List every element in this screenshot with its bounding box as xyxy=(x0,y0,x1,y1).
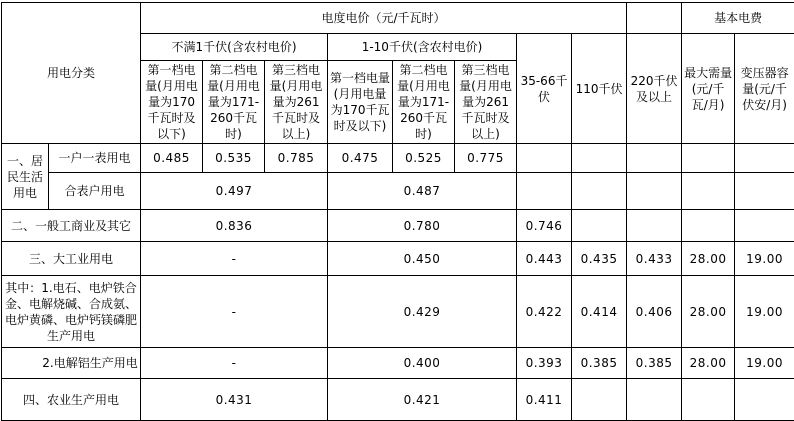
large-industrial-mv: 0.450 xyxy=(328,242,517,276)
row-residential-combined-meter xyxy=(2,173,794,210)
combined-meter-label: 合表户用电 xyxy=(49,173,141,210)
row-aluminum-subcategory xyxy=(2,348,794,379)
header-mv-tier1: 第一档电量(月用电量为170千瓦时及以下) xyxy=(328,61,393,144)
row-carbide-subcategory xyxy=(2,276,794,348)
general-commercial-lv: 0.836 xyxy=(141,210,328,242)
general-commercial-mv: 0.780 xyxy=(328,210,517,242)
combined-meter-mv: 0.487 xyxy=(328,173,517,210)
aluminum-subcategory-35-66kv: 0.393 xyxy=(517,348,572,379)
empty-cell xyxy=(735,144,794,173)
large-industrial-lv: - xyxy=(141,242,328,276)
combined-meter-lv: 0.497 xyxy=(141,173,328,210)
agricultural-lv: 0.431 xyxy=(141,379,328,421)
header-mv-tier2: 第二档电量(月用电量为171-260千瓦时) xyxy=(393,61,455,144)
header-col-220kv-plus: 220千伏及以上 xyxy=(627,34,682,144)
empty-cell xyxy=(735,379,794,421)
single-meter-label: 一户一表用电 xyxy=(49,144,141,173)
agricultural-label: 四、农业生产用电 xyxy=(2,379,141,421)
header-col-110kv: 110千伏 xyxy=(572,34,627,144)
single-meter-lv-tier1: 0.485 xyxy=(141,144,203,173)
empty-cell xyxy=(627,173,682,210)
carbide-subcategory-label: 其中：1.电石、电炉铁合金、电解烧碱、合成氨、电炉黄磷、电炉钙镁磷肥生产用电 xyxy=(2,276,141,348)
header-lv-tier2: 第二档电量(月用电量为171-260千瓦时) xyxy=(203,61,265,144)
carbide-subcategory-max-demand: 28.00 xyxy=(682,276,735,348)
header-lv-tier3: 第三档电量(月用电量为261千瓦时及以上) xyxy=(265,61,328,144)
large-industrial-110kv: 0.435 xyxy=(572,242,627,276)
single-meter-lv-tier2: 0.535 xyxy=(203,144,265,173)
single-meter-lv-tier3: 0.785 xyxy=(265,144,328,173)
row-residential-single-meter xyxy=(2,144,794,173)
aluminum-subcategory-mv: 0.400 xyxy=(328,348,517,379)
header-col-transformer-capacity: 变压器容量(元/千伏安/月) xyxy=(735,34,794,144)
agricultural-mv: 0.421 xyxy=(328,379,517,421)
header-energy-price-group: 电度电价（元/千瓦时） xyxy=(141,3,627,34)
header-category: 用电分类 xyxy=(2,3,141,144)
empty-cell xyxy=(517,173,572,210)
header-basic-fee-group: 基本电费 xyxy=(682,3,794,34)
empty-cell xyxy=(682,379,735,421)
large-industrial-max-demand: 28.00 xyxy=(682,242,735,276)
large-industrial-220kv-plus: 0.433 xyxy=(627,242,682,276)
carbide-subcategory-transformer-capacity: 19.00 xyxy=(735,276,794,348)
row-agricultural xyxy=(2,379,794,421)
empty-cell xyxy=(572,173,627,210)
empty-cell xyxy=(682,210,735,242)
agricultural-35-66kv: 0.411 xyxy=(517,379,572,421)
row-general-commercial xyxy=(2,210,794,242)
electricity-price-table xyxy=(1,2,794,421)
row-large-industrial xyxy=(2,242,794,276)
carbide-subcategory-lv: - xyxy=(141,276,328,348)
empty-cell xyxy=(517,144,572,173)
aluminum-subcategory-max-demand: 28.00 xyxy=(682,348,735,379)
large-industrial-35-66kv: 0.443 xyxy=(517,242,572,276)
residential-group-label: 一、居民生活用电 xyxy=(2,144,49,210)
single-meter-mv-tier1: 0.475 xyxy=(328,144,393,173)
header-col-35-66kv: 35-66千伏 xyxy=(517,34,572,144)
empty-cell xyxy=(735,173,794,210)
empty-cell xyxy=(572,379,627,421)
header-row-1 xyxy=(2,3,794,34)
aluminum-subcategory-label: 2.电解铝生产用电 xyxy=(2,348,141,379)
header-under-1kv-group: 不满1千伏(含农村电价) xyxy=(141,34,328,61)
general-commercial-35-66kv: 0.746 xyxy=(517,210,572,242)
empty-cell xyxy=(682,173,735,210)
header-col-max-demand: 最大需量(元/千瓦/月) xyxy=(682,34,735,144)
empty-cell xyxy=(627,144,682,173)
header-1-10kv-group: 1-10千伏(含农村电价) xyxy=(328,34,517,61)
empty-cell xyxy=(572,144,627,173)
header-lv-tier1: 第一档电量(月用电量为170千瓦时及以下) xyxy=(141,61,203,144)
carbide-subcategory-mv: 0.429 xyxy=(328,276,517,348)
single-meter-mv-tier3: 0.775 xyxy=(455,144,517,173)
carbide-subcategory-35-66kv: 0.422 xyxy=(517,276,572,348)
empty-cell xyxy=(682,144,735,173)
header-spacer-cell xyxy=(627,3,682,34)
aluminum-subcategory-lv: - xyxy=(141,348,328,379)
header-mv-tier3: 第三档电量(月用电量为261千瓦时及以上) xyxy=(455,61,517,144)
aluminum-subcategory-transformer-capacity: 19.00 xyxy=(735,348,794,379)
large-industrial-transformer-capacity: 19.00 xyxy=(735,242,794,276)
carbide-subcategory-110kv: 0.414 xyxy=(572,276,627,348)
aluminum-subcategory-110kv: 0.385 xyxy=(572,348,627,379)
single-meter-mv-tier2: 0.525 xyxy=(393,144,455,173)
aluminum-subcategory-220kv-plus: 0.385 xyxy=(627,348,682,379)
empty-cell xyxy=(572,210,627,242)
carbide-subcategory-220kv-plus: 0.406 xyxy=(627,276,682,348)
empty-cell xyxy=(627,210,682,242)
large-industrial-label: 三、大工业用电 xyxy=(2,242,141,276)
empty-cell xyxy=(627,379,682,421)
empty-cell xyxy=(735,210,794,242)
general-commercial-label: 二、一般工商业及其它 xyxy=(2,210,141,242)
